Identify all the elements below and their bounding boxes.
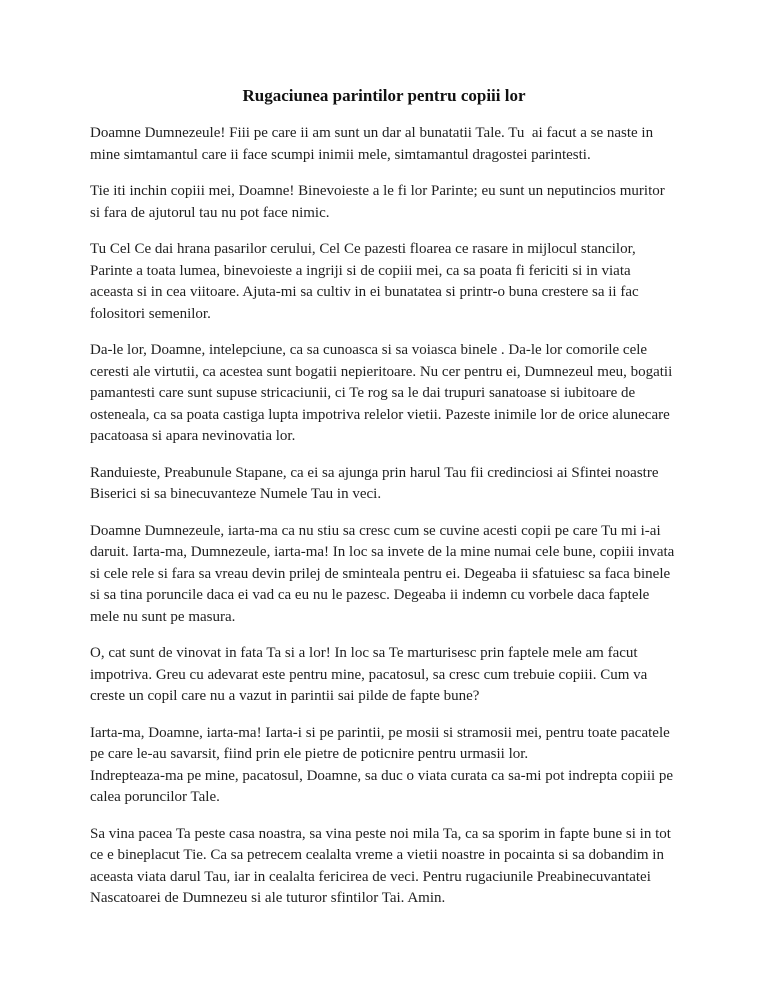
text-line: impotriva. Greu cu adevarat este pentru mine, pacatosul, sa cresc cum trebuie copiii. Cum va <box>90 666 648 683</box>
text-line: Randuieste, Preabunule Stapane, ca ei sa ajunga prin harul Tau fii credinciosi ai Sfintei noastre <box>90 464 659 481</box>
text-line: Doamne Dumnezeule! Fiii pe care ii am sunt un dar al bunatatii Tale. Tu ai facut a se naste in <box>90 125 654 141</box>
text-line: si fara de ajutorul tau nu pot face nimic. <box>90 204 330 221</box>
prayer-text <box>90 123 678 910</box>
prayer-paragraph <box>90 723 678 809</box>
text-line: Parinte a toata lumea, binevoieste a ingriji si de copiii mei, ca sa poata fi fericiti si in viata <box>90 262 631 279</box>
text-line: creste un copil care nu a vazut in parintii sai pilde de fapte bune? <box>90 688 480 704</box>
text-line: mine simtamantul care ii face scumpi inimii mele, simtamantul dragostei parintesti. <box>90 146 591 163</box>
text-line: pacatoasa si apara nevinovatia lor. <box>90 428 296 444</box>
text-line: Tu Cel Ce dai hrana pasarilor cerului, Cel Ce pazesti floarea ce rasare in mijlocul stancilor, <box>90 241 636 257</box>
text-line: Nascatoarei de Dumnezeu si ale tuturor sfintilor Tai. Amin. <box>90 890 446 906</box>
text-line: daruit. Iarta-ma, Dumnezeule, iarta-ma! In loc sa invete de la mine numai cele bune, copiii invata <box>90 544 675 560</box>
page-title: Rugaciunea parintilor pentru copiii lor <box>242 86 526 105</box>
text-line: O, cat sunt de vinovat in fata Ta si a lor! In loc sa Te marturisesc prin faptele mele am facut <box>90 645 638 661</box>
text-line: ce e bineplacut Tie. Ca sa petrecem cealalta vreme a vietii noastre in pocainta si sa dobandim in <box>90 847 664 863</box>
prayer-paragraph <box>90 340 678 448</box>
text-line: folositori semenilor. <box>90 305 211 322</box>
text-line: Doamne Dumnezeule, iarta-ma ca nu stiu sa cresc cum se cuvine acesti copii pe care Tu mi i-ai <box>90 522 661 539</box>
text-line: si sa tina poruncile daca ei vad ca eu nu le pazesc. Degeaba ii indemn cu vorbele daca faptele <box>90 587 650 603</box>
text-line: Tie iti inchin copiii mei, Doamne! Binevoieste a le fi lor Parinte; eu sunt un neputincios muritor <box>90 183 665 199</box>
text-line: Indrepteaza-ma pe mine, pacatosul, Doamne, sa duc o viata curata ca sa-mi pot indrepta copiii pe <box>90 767 674 784</box>
text-line: calea poruncilor Tale. <box>90 789 220 805</box>
text-line: si cele rele si fara sa vreau devin prilej de sminteala pentru ei. Degeaba ii sfatuiesc sa faca binele <box>90 565 671 582</box>
text-line: aceasta si in cea viitoare. Ajuta-mi sa cultiv in ei bunatatea si printr-o buna crestere sa ii fac <box>90 284 639 300</box>
text-line: mele nu sunt pe masura. <box>90 608 236 625</box>
text-line: Sa vina pacea Ta peste casa noastra, sa vina peste noi mila Ta, ca sa sporim in fapte bune si in tot <box>90 825 671 842</box>
text-line: pe care le-au savarsit, fiind prin ele pietre de poticnire pentru urmasii lor. <box>90 746 529 762</box>
prayer-paragraph <box>90 181 678 224</box>
prayer-paragraph <box>90 239 678 325</box>
prayer-paragraph <box>90 521 678 629</box>
text-line: pamantesti care sunt supuse stricaciunii, ci Te rog sa le dai trupuri sanatoase si iubitoare de <box>90 385 636 401</box>
text-line: Iarta-ma, Doamne, iarta-ma! Iarta-i si pe parintii, pe mosii si stramosii mei, pentru toate pacatele <box>90 724 670 741</box>
prayer-paragraph <box>90 123 678 166</box>
prayer-paragraph <box>90 643 678 708</box>
text-line: aceasta viata darul Tau, iar in cealalta fericirea de veci. Pentru rugaciunile Preabinecuvantatei <box>90 868 651 885</box>
text-line: ceresti ale virtutii, ca acestea sunt bogatii nepieritoare. Nu cer pentru ei, Dumnezeul meu, bogatii <box>90 363 673 380</box>
text-line: osteneala, ca sa poata castiga lupta impotriva relelor vietii. Pazeste inimile lor de orice alunecare <box>90 406 670 423</box>
text-line: Da-le lor, Doamne, intelepciune, ca sa cunoasca si sa voiasca binele . Da-le lor comorile cele <box>90 342 648 358</box>
text-line: Biserici si sa binecuvanteze Numele Tau in veci. <box>90 486 382 502</box>
prayer-paragraph <box>90 824 678 910</box>
prayer-paragraph <box>90 463 678 506</box>
